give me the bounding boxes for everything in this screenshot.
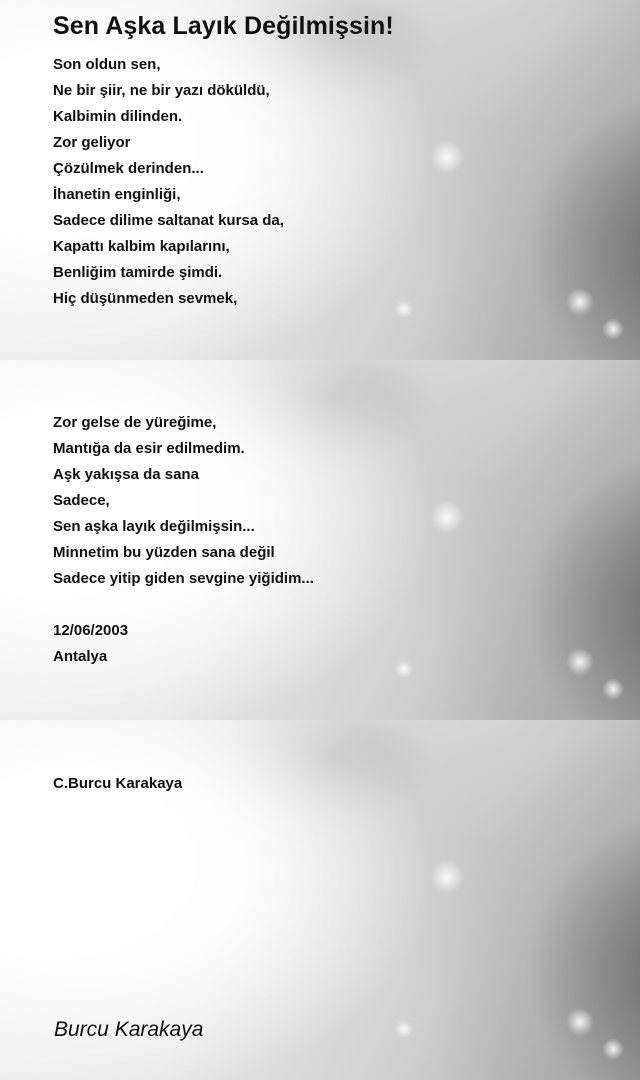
verse-line: Sadece yitip giden sevgine yiğidim... (53, 570, 314, 587)
poem-date: 12/06/2003 (53, 622, 129, 639)
verse-line: Mantığa da esir edilmedim. (53, 440, 245, 457)
sparkle-decoration (566, 288, 594, 316)
sparkle-decoration (430, 140, 464, 174)
sparkle-decoration (395, 300, 413, 318)
sparkle-decoration (602, 1038, 624, 1060)
sparkle-decoration (395, 1020, 413, 1038)
verse-line: Aşk yakışsa da sana (53, 466, 199, 483)
verse-line: Minnetim bu yüzden sana değil (53, 544, 275, 561)
stanza-1 (53, 52, 284, 312)
verse-line: Zor geliyor (53, 134, 131, 151)
verse-line: Hiç düşünmeden sevmek, (53, 290, 238, 307)
poem-place: Antalya (53, 648, 108, 665)
sparkle-decoration (430, 500, 464, 534)
poem-panel-3 (0, 720, 640, 1080)
poem-panel-2 (0, 360, 640, 720)
verse-line: Benliğim tamirde şimdi. (53, 264, 223, 281)
sparkle-decoration (395, 660, 413, 678)
sparkle-decoration (566, 1008, 594, 1036)
sparkle-decoration (566, 648, 594, 676)
verse-line: Son oldun sen, (53, 56, 161, 73)
stanza-2 (53, 410, 314, 592)
verse-line: Kapattı kalbim kapılarını, (53, 238, 230, 255)
poem-title: Sen Aşka Layık Değilmişsin! (53, 12, 394, 40)
verse-line: Sen aşka layık değilmişsin... (53, 518, 255, 535)
verse-line: Kalbimin dilinden. (53, 108, 183, 125)
author-credit: C.Burcu Karakaya (53, 775, 183, 792)
verse-line: İhanetin enginliği, (53, 186, 181, 203)
sparkle-decoration (602, 318, 624, 340)
verse-line: Sadece, (53, 492, 110, 509)
verse-line: Sadece dilime saltanat kursa da, (53, 212, 284, 229)
verse-line: Ne bir şiir, ne bir yazı döküldü, (53, 82, 270, 99)
sparkle-decoration (602, 678, 624, 700)
verse-line: Çözülmek derinden... (53, 160, 204, 177)
verse-line: Zor gelse de yüreğime, (53, 414, 217, 431)
author-signature: Burcu Karakaya (54, 1018, 204, 1041)
poem-panel-1 (0, 0, 640, 360)
sparkle-decoration (430, 860, 464, 894)
